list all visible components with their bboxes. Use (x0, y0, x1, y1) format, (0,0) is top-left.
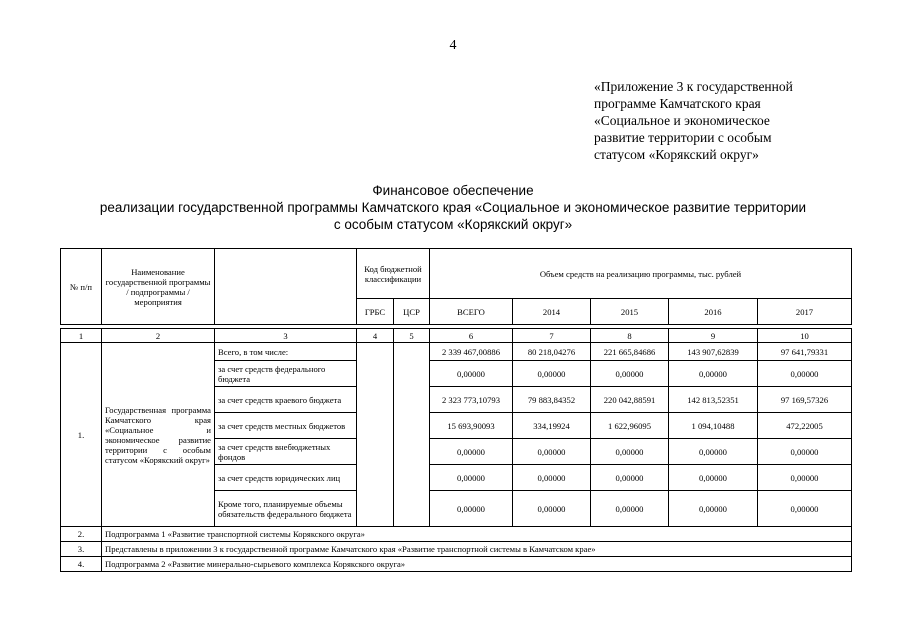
value-2014: 334,19924 (513, 413, 591, 439)
value-2015: 0,00000 (591, 439, 669, 465)
document-title (0, 182, 906, 233)
value-2015: 0,00000 (591, 465, 669, 491)
header-2015: 2015 (591, 299, 669, 325)
value-2015: 1 622,96095 (591, 413, 669, 439)
value-2017: 0,00000 (758, 361, 852, 387)
source-label: за счет средств юридических лиц (215, 465, 357, 491)
value-2015: 221 665,84686 (591, 343, 669, 361)
value-2015: 0,00000 (591, 361, 669, 387)
value-2014: 0,00000 (513, 361, 591, 387)
subprogram-num: 2. (61, 527, 102, 542)
value-2016: 142 813,52351 (669, 387, 758, 413)
value-2014: 0,00000 (513, 465, 591, 491)
value-total: 0,00000 (430, 491, 513, 527)
subprogram-num: 3. (61, 542, 102, 557)
value-2014: 0,00000 (513, 439, 591, 465)
subprogram-num: 4. (61, 557, 102, 572)
value-total: 0,00000 (430, 465, 513, 491)
column-number: 5 (394, 329, 430, 343)
header-csr: ЦСР (394, 299, 430, 325)
title-line: Финансовое обеспечение (372, 183, 534, 198)
value-2017: 0,00000 (758, 465, 852, 491)
column-number: 7 (513, 329, 591, 343)
header-total: ВСЕГО (430, 299, 513, 325)
value-2016: 1 094,10488 (669, 413, 758, 439)
header-2016: 2016 (669, 299, 758, 325)
value-2014: 79 883,84352 (513, 387, 591, 413)
value-total: 0,00000 (430, 361, 513, 387)
appendix-line: статусом «Корякский округ» (594, 147, 759, 162)
appendix-note (594, 78, 894, 163)
header-volume: Объем средств на реализацию программы, тыс. рублей (430, 249, 852, 299)
header-name: Наименование государственной программы / подпрограммы / мероприятия (102, 249, 215, 325)
source-label: за счет средств внебюджетных фондов (215, 439, 357, 465)
header-2017: 2017 (758, 299, 852, 325)
value-2016: 143 907,62839 (669, 343, 758, 361)
appendix-line: «Приложение 3 к государственной (594, 79, 793, 94)
value-2016: 0,00000 (669, 439, 758, 465)
header-code: Код бюджетной классификации (357, 249, 430, 299)
source-label: за счет средств местных бюджетов (215, 413, 357, 439)
column-number: 4 (357, 329, 394, 343)
value-2017: 0,00000 (758, 439, 852, 465)
appendix-line: программе Камчатского края (594, 96, 761, 111)
value-total: 2 339 467,00886 (430, 343, 513, 361)
header-num: № п/п (61, 249, 102, 325)
subprogram-row (61, 542, 852, 557)
column-number: 1 (61, 329, 102, 343)
column-number: 10 (758, 329, 852, 343)
appendix-line: развитие территории с особым (594, 130, 772, 145)
value-2017: 97 169,57326 (758, 387, 852, 413)
value-2017: 97 641,79331 (758, 343, 852, 361)
program-num: 1. (61, 343, 102, 527)
value-2015: 0,00000 (591, 491, 669, 527)
value-2016: 0,00000 (669, 465, 758, 491)
header-grbs: ГРБС (357, 299, 394, 325)
value-2014: 0,00000 (513, 491, 591, 527)
value-2016: 0,00000 (669, 361, 758, 387)
value-total: 2 323 773,10793 (430, 387, 513, 413)
column-number: 9 (669, 329, 758, 343)
value-2014: 80 218,04276 (513, 343, 591, 361)
column-number: 6 (430, 329, 513, 343)
subprogram-text: Подпрограмма 1 «Развитие транспортной системы Корякского округа» (102, 527, 852, 542)
column-number: 8 (591, 329, 669, 343)
value-2015: 220 042,88591 (591, 387, 669, 413)
table-row (61, 343, 852, 361)
source-label: Кроме того, планируемые объемы обязательств федерального бюджета (215, 491, 357, 527)
value-2017: 472,22005 (758, 413, 852, 439)
source-label: за счет средств краевого бюджета (215, 387, 357, 413)
title-line: с особым статусом «Корякский округ» (333, 217, 573, 232)
value-total: 15 693,90093 (430, 413, 513, 439)
column-number-row (61, 329, 852, 343)
value-total: 0,00000 (430, 439, 513, 465)
source-label: за счет средств федерального бюджета (215, 361, 357, 387)
subprogram-row (61, 557, 852, 572)
header-2014: 2014 (513, 299, 591, 325)
appendix-line: «Социальное и экономическое (594, 113, 770, 128)
subprogram-text: Представлены в приложении 3 к государственной программе Камчатского края «Развитие транспортной системы в Камчатском крае» (102, 542, 852, 557)
header-empty (215, 249, 357, 325)
grbs-cell (357, 343, 394, 527)
column-number: 3 (215, 329, 357, 343)
column-number: 2 (102, 329, 215, 343)
value-2017: 0,00000 (758, 491, 852, 527)
csr-cell (394, 343, 430, 527)
finance-table-body (60, 328, 852, 572)
page-number: 4 (449, 38, 457, 53)
subprogram-text: Подпрограмма 2 «Развитие минерально-сырьевого комплекса Корякского округа» (102, 557, 852, 572)
program-name: Государственная программа Камчатского края «Социальное и экономическое развитие территории с особым статусом «Корякский округ» (102, 343, 215, 527)
value-2016: 0,00000 (669, 491, 758, 527)
subprogram-row (61, 527, 852, 542)
title-line: реализации государственной программы Камчатского края «Социальное и экономическое развитие территории (99, 200, 807, 215)
source-label: Всего, в том числе: (215, 343, 357, 361)
finance-table-header (60, 248, 852, 325)
